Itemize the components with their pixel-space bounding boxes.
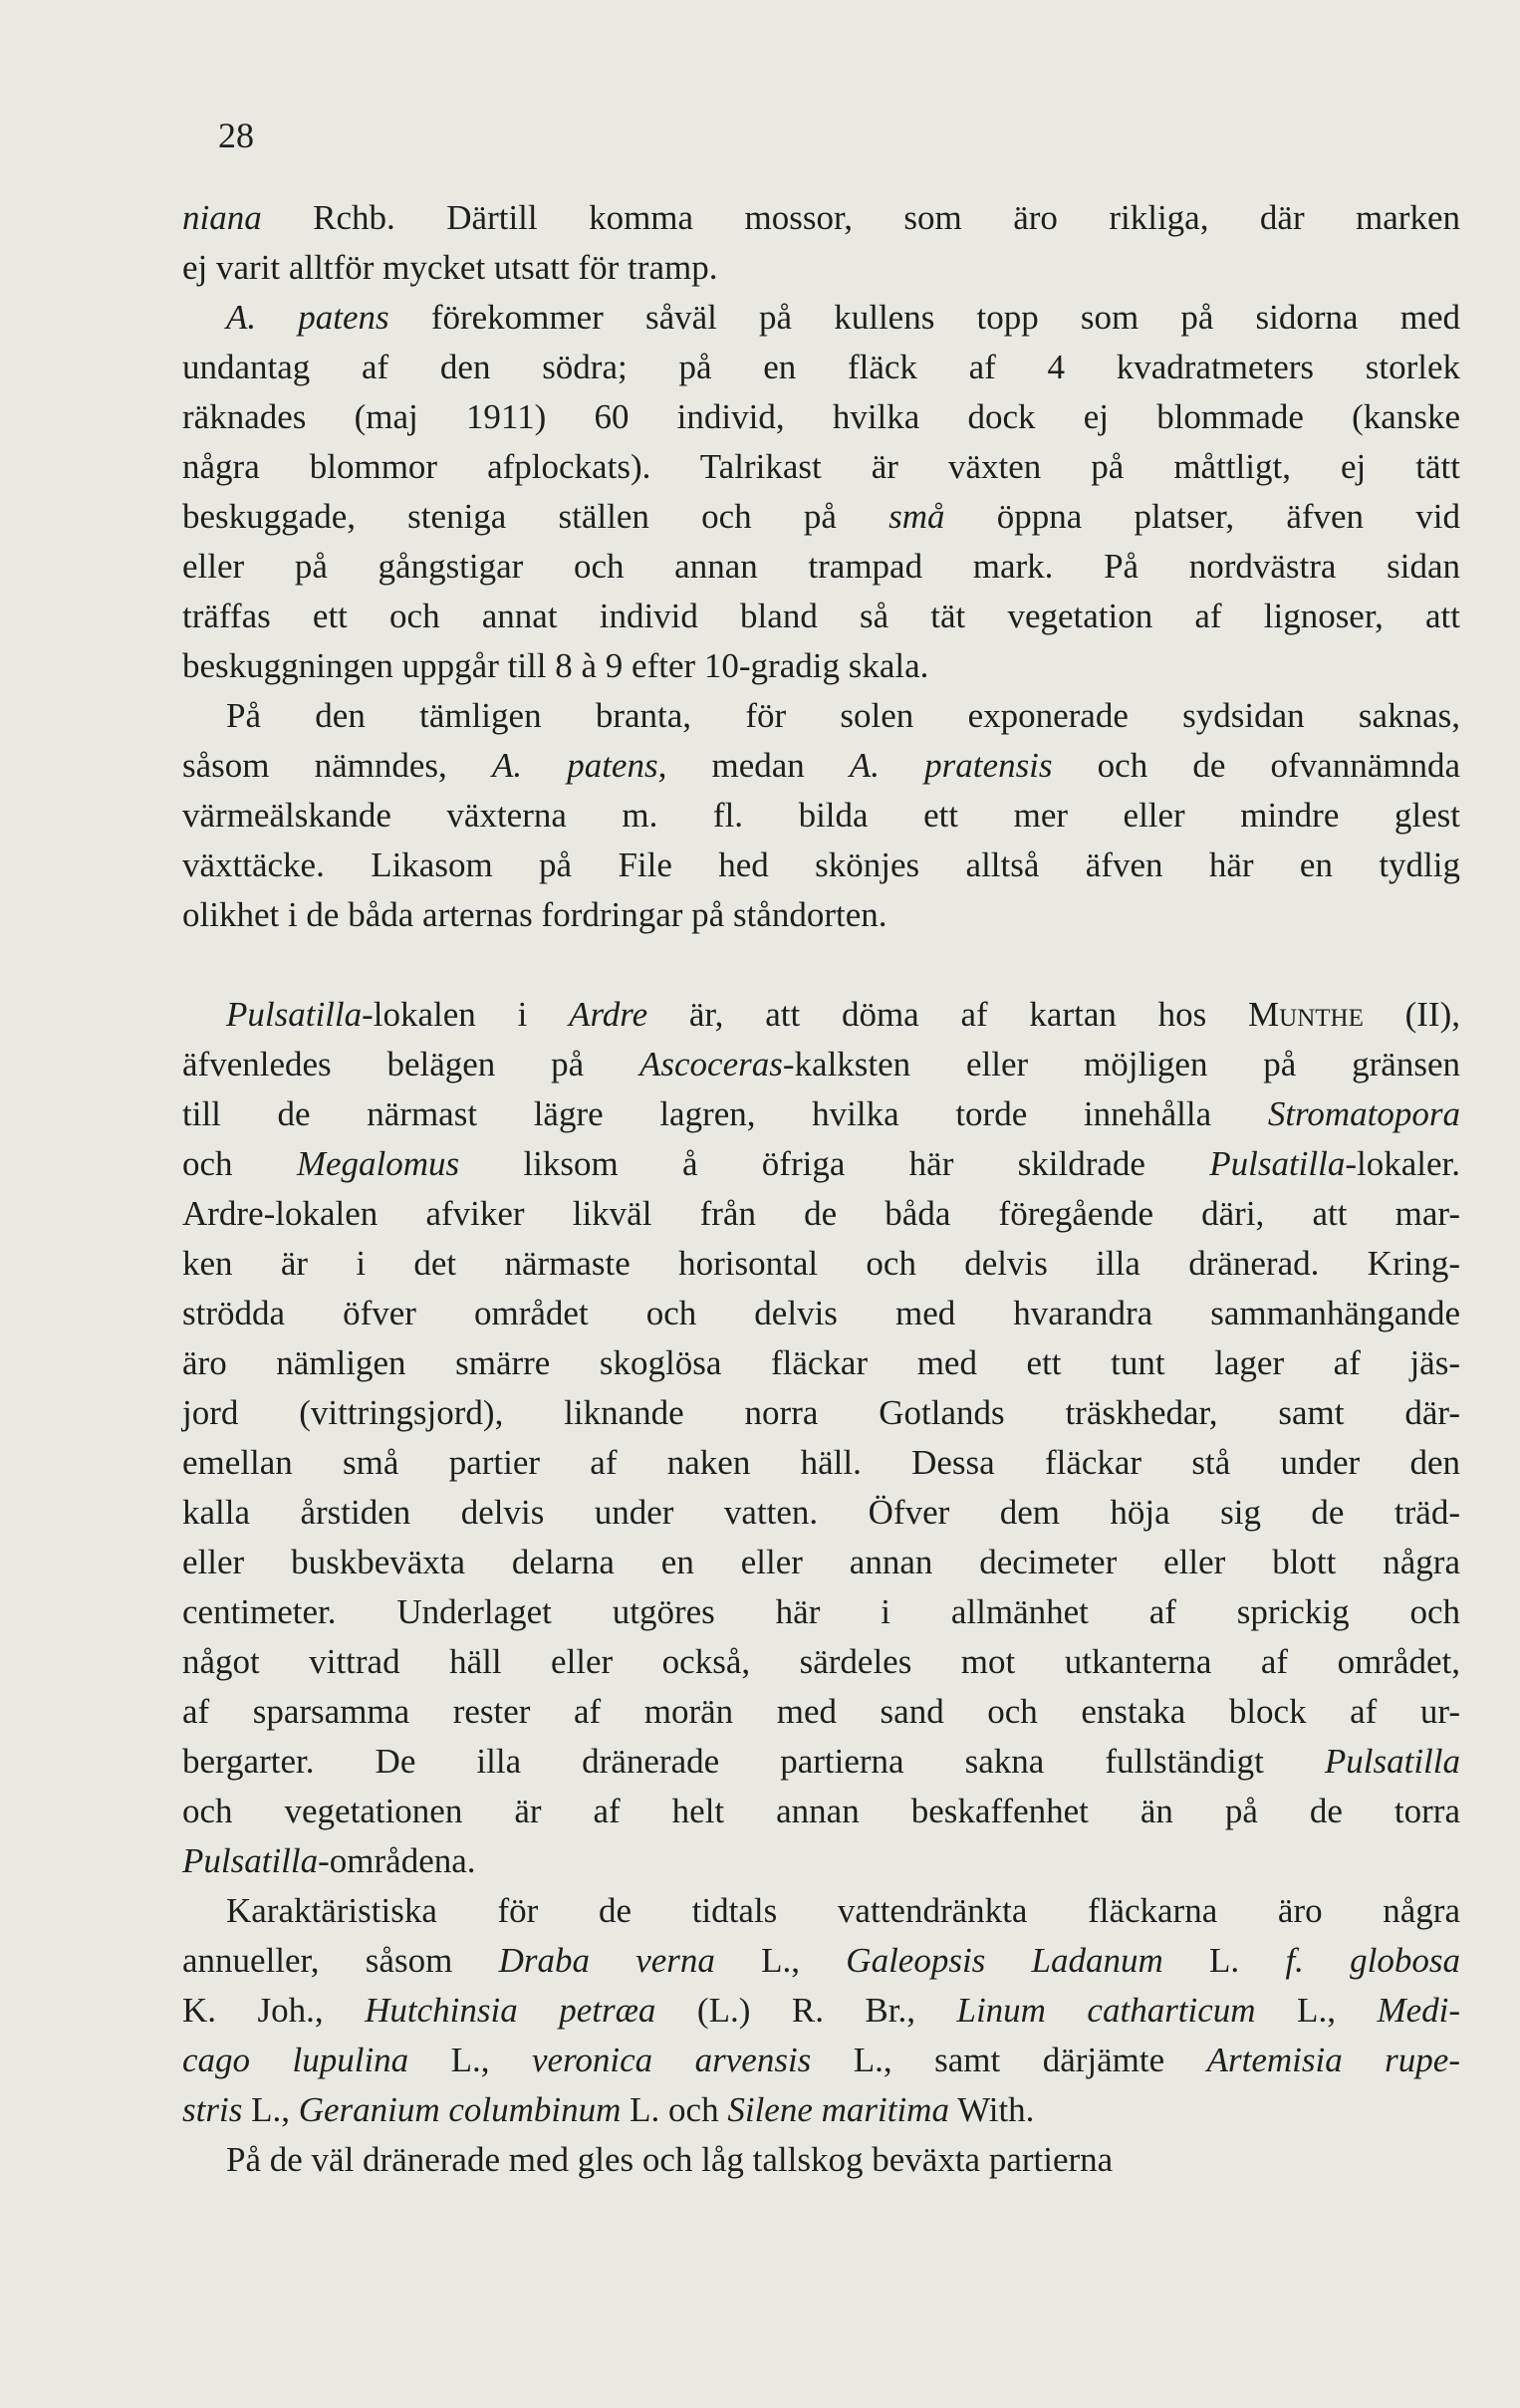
text-line: och vegetationen är af helt annan beskaffenhet än på de torra [182,1792,1460,1830]
text-line: cago lupulina L., veronica arvensis L., samt därjämte Artemisia rupe- [182,2041,1460,2079]
text-line: bergarter. De illa dränerade partierna sakna fullständigt Pulsatilla [182,1742,1460,1781]
text-line: olikhet i de båda arternas fordringar på ståndorten. [182,895,887,934]
text-line: till de närmast lägre lagren, hvilka torde innehålla Stromatopora [182,1094,1460,1133]
text-line: räknades (maj 1911) 60 individ, hvilka dock ej blommade (kanske [182,397,1460,436]
text-line: äfvenledes belägen på Ascoceras-kalksten eller möjligen på gränsen [182,1045,1460,1084]
paragraph-gap [182,940,1460,990]
text-line: eller buskbeväxta delarna en eller annan decimeter eller blott några [182,1543,1460,1581]
body-text [182,193,1460,2185]
text-line: annueller, såsom Draba verna L., Galeopsis Ladanum L. f. globosa [182,1941,1461,1980]
text-line: centimeter. Underlaget utgöres här i allmänhet af sprickig och [182,1592,1460,1631]
text-line: ej varit alltför mycket utsatt för tramp. [182,248,718,287]
text-line: äro nämligen smärre skoglösa fläckar med ett tunt lager af jäs- [182,1343,1460,1382]
text-line: växttäcke. Likasom på File hed skönjes alltså äfven här en tydlig [182,845,1460,884]
text-line: A. patens förekommer såväl på kullens topp som på sidorna med [226,298,1460,337]
text-line: ken är i det närmaste horisontal och delvis illa dränerad. Kring- [182,1244,1460,1283]
text-line: På den tämligen branta, för solen exponerade sydsidan saknas, [226,696,1460,735]
text-line: något vittrad häll eller också, särdeles mot utkanterna af området, [182,1642,1460,1681]
text-line: strödda öfver området och delvis med hvarandra sammanhängande [182,1294,1460,1332]
text-line: Ardre-lokalen afviker likväl från de båda föregående däri, att mar- [182,1194,1460,1233]
text-line: jord (vittringsjord), liknande norra Gotlands träskhedar, samt där- [182,1393,1460,1432]
text-line: beskuggade, steniga ställen och på små öppna platser, äfven vid [182,497,1460,536]
text-line: såsom nämndes, A. patens, medan A. pratensis och de ofvannämnda [182,746,1461,785]
text-line: K. Joh., Hutchinsia petræa (L.) R. Br., Linum catharticum L., Medi- [182,1991,1461,2030]
text-line: värmeälskande växterna m. fl. bilda ett mer eller mindre glest [182,796,1460,835]
text-line: stris L., Geranium columbinum L. och Silene maritima With. [182,2090,1035,2129]
page-number: 28 [218,116,254,155]
text-line: Karaktäristiska för de tidtals vattendränkta fläckarna äro några [226,1891,1460,1930]
text-line: På de väl dränerade med gles och låg tallskog beväxta partierna [226,2140,1114,2179]
text-line: eller på gångstigar och annan trampad mark. På nordvästra sidan [182,547,1460,586]
text-line: af sparsamma rester af morän med sand och enstaka block af ur- [182,1692,1460,1731]
text-line: Pulsatilla-områdena. [182,1841,476,1880]
text-line: kalla årstiden delvis under vatten. Öfver dem höja sig de träd- [182,1493,1460,1532]
text-line: och Megalomus liksom å öfriga här skildrade Pulsatilla-lokaler. [182,1144,1460,1183]
text-line: undantag af den södra; på en fläck af 4 kvadratmeters storlek [182,348,1460,386]
text-line: beskuggningen uppgår till 8 à 9 efter 10-gradig skala. [182,646,929,685]
text-line: niana Rchb. Därtill komma mossor, som äro rikliga, där marken [182,198,1460,237]
text-line: några blommor afplockats). Talrikast är växten på måttligt, ej tätt [182,447,1460,486]
text-line: Pulsatilla-lokalen i Ardre är, att döma af kartan hos Munthe (II), [226,995,1460,1034]
text-line: träffas ett och annat individ bland så tät vegetation af lignoser, att [182,597,1460,635]
text-line: emellan små partier af naken häll. Dessa fläckar stå under den [182,1443,1460,1482]
